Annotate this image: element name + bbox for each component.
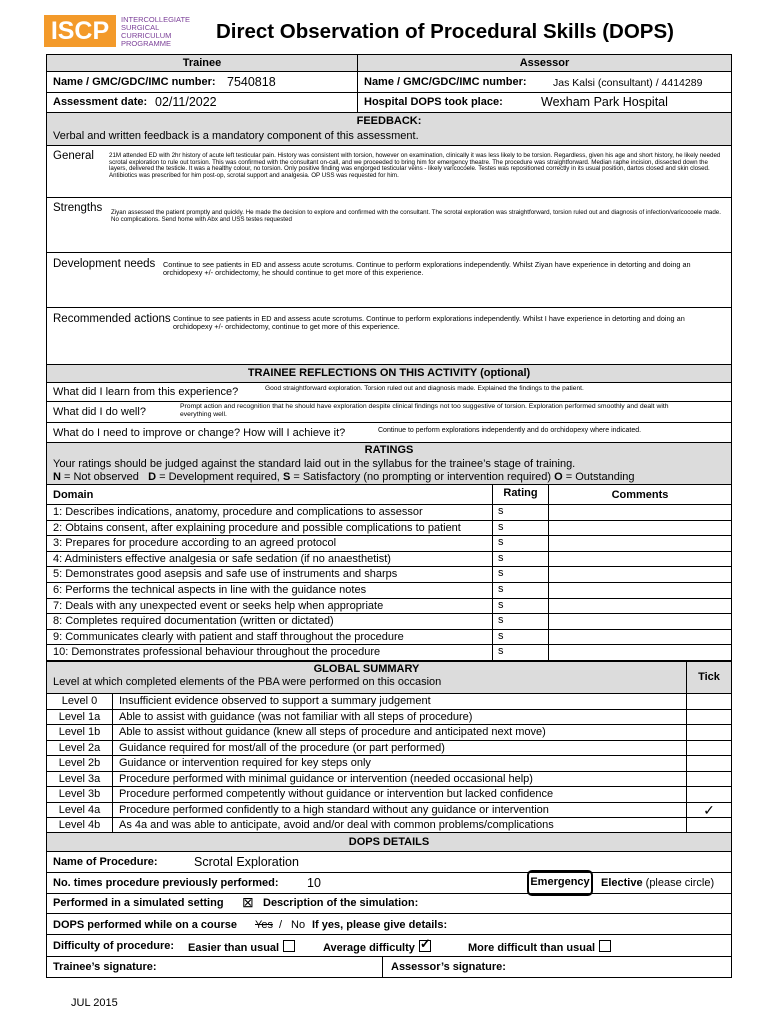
development-label: Development needs [53,258,156,270]
assessor-header: Assessor [357,54,732,72]
reflection-a3[interactable]: Continue to perform explorations independently and do orchidopexy where indicated. [378,427,642,434]
level-description: Procedure performed confidently to a high standard without any guidance or intervention [112,802,687,818]
rating-col-header: Rating [492,484,549,505]
key-d: D [148,471,157,483]
rating-row-value[interactable]: s [492,520,549,536]
key-o-text: = Outstanding [562,471,635,483]
difficulty-row [46,934,732,957]
assessor-name-row [357,71,732,93]
course-label: DOPS performed while on a course [53,919,237,931]
level-tick-box[interactable] [686,693,732,710]
level-label: Level 0 [46,693,113,710]
simulated-checkbox[interactable]: ⊠ [242,894,254,910]
times-label: No. times procedure previously performed: [53,877,279,889]
level-description: Able to assist with guidance (was not familiar with all steps of procedure) [112,709,687,725]
key-o: O [554,471,563,483]
rating-row-domain: 8: Completes required documentation (written or dictated) [46,613,493,630]
rating-row-value[interactable]: s [492,582,549,599]
recommended-label: Recommended actions [53,313,171,325]
date-value[interactable]: 02/11/2022 [155,95,217,109]
development-text[interactable]: Continue to see patients in ED and assess acute scrotums. Continue to perform explorations independently. Whilst Ziyan have experience in detorting and doing an orchidopexy +/- orchidectomy, he should continue to get more of this experience. [163,260,691,277]
rating-row-comment[interactable] [548,535,732,552]
hospital-label: Hospital DOPS took place: [364,96,503,108]
comments-col-header: Comments [548,484,732,505]
logo-text: INTERCOLLEGIATE SURGICAL CURRICULUM PROGRAMME [121,15,191,48]
reflection-well [46,401,732,423]
rating-row-comment[interactable] [548,504,732,521]
feedback-general [46,145,732,198]
recommended-text[interactable]: Continue to see patients in ED and assess acute scrotums. Continue to perform explorations independently. Whilst I have experience in detorting and doing an orchidopexy +/- orchidectomy, continue to get more of this experience. [173,314,685,331]
easier-label: Easier than usual [188,942,280,954]
strengths-text[interactable]: Ziyan assessed the patient promptly and quickly. He made the decision to explore and confirmed with the consultant. The scrotal exploration was straightforward, torsion ruled out and diagnosis of infection/varicocoele made. No complications. Send home with Abx and USS testes requested [111,209,721,223]
level-tick-box[interactable] [686,755,732,772]
average-option[interactable] [323,936,431,954]
more-difficult-label: More difficult than usual [468,942,596,954]
key-n: N [53,471,61,483]
rating-row-domain: 5: Demonstrates good asepsis and safe use of instruments and sharps [46,566,493,583]
reflection-a2[interactable]: Prompt action and recognition that he should have exploration despite clinical findings not too suggestive of torsion. Exploration performed smoothly and dealt with everything well. [180,403,669,418]
rating-row-domain: 6: Performs the technical aspects in line with the guidance notes [46,582,493,599]
course-row [46,913,732,935]
reflection-q2: What did I do well? [53,406,146,418]
rating-row-comment[interactable] [548,520,732,536]
rating-row-domain: 10: Demonstrates professional behaviour throughout the procedure [46,644,493,661]
details-header: DOPS DETAILS [46,832,732,852]
trainee-name-label: Name / GMC/GDC/IMC number: [53,76,216,88]
reflections-header: TRAINEE REFLECTIONS ON THIS ACTIVITY (optional) [46,364,732,383]
reflection-learn [46,382,732,402]
level-label: Level 3b [46,786,113,803]
rating-row-domain: 1: Describes indications, anatomy, procedure and complications to assessor [46,504,493,521]
reflection-improve [46,422,732,443]
rating-row-comment[interactable] [548,582,732,599]
strengths-label: Strengths [53,202,103,214]
please-circle-note: (please circle) [642,877,715,889]
more-difficult-checkbox[interactable] [599,940,611,952]
domain-col-header: Domain [46,484,493,505]
rating-row-comment[interactable] [548,629,732,645]
trainee-signature-label: Trainee’s signature: [53,961,157,973]
level-label: Level 1b [46,724,113,741]
trainee-header: Trainee [46,54,358,72]
rating-row-value[interactable]: s [492,598,549,614]
ratings-heading: RATINGS [364,444,414,456]
average-label: Average difficulty [323,942,415,954]
emergency-option[interactable]: Emergency [527,870,593,896]
level-description: Guidance or intervention required for key steps only [112,755,687,772]
rating-row-comment[interactable] [548,644,732,661]
global-header [46,661,687,694]
procedure-row [46,851,732,873]
feedback-strengths [46,197,732,253]
simulated-label: Performed in a simulated setting [53,897,224,909]
rating-row-domain: 4: Administers effective analgesia or safe sedation (if no anaesthetist) [46,551,493,567]
course-details-label: If yes, please give details: [312,919,448,931]
page-title: Direct Observation of Procedural Skills (DOPS) [216,20,674,43]
rating-row-domain: 9: Communicates clearly with patient and staff throughout the procedure [46,629,493,645]
course-no-option[interactable]: No [291,919,306,931]
easier-checkbox[interactable] [283,940,295,952]
assessor-signature-label: Assessor’s signature: [391,961,506,973]
footer-date: JUL 2015 [71,997,118,1009]
simulated-row [46,893,732,914]
feedback-recommended [46,307,732,365]
rating-row-value[interactable]: s [492,566,549,583]
level-description: Guidance required for most/all of the procedure (or part performed) [112,740,687,756]
level-description: Procedure performed competently without guidance or intervention but lacked confidence [112,786,687,803]
trainee-name-row [46,71,358,93]
times-row [46,872,732,894]
level-description: Procedure performed with minimal guidance or intervention (needed occasional help) [112,771,687,787]
feedback-note: Verbal and written feedback is a mandatory component of this assessment. [53,130,419,142]
iscp-logo: ISCP [44,15,116,47]
level-label: Level 2a [46,740,113,756]
level-tick-box[interactable] [686,724,732,741]
hospital-value[interactable]: Wexham Park Hospital [541,95,668,109]
level-label: Level 1a [46,709,113,725]
level-tick-box[interactable] [686,771,732,787]
level-tick-box[interactable] [686,802,732,818]
rating-row-value[interactable]: s [492,613,549,630]
easier-option[interactable] [188,940,295,954]
date-label: Assessment date: [53,96,148,108]
average-check-mark: ✓ [419,936,431,951]
feedback-header [46,112,732,146]
global-subheading: Level at which completed elements of the PBA were performed on this occasion [53,676,442,688]
level-tick-box[interactable] [686,786,732,803]
general-text[interactable]: 21M attended ED with 2hr history of acute left testicular pain. History was consistent with torsion, however on examination, clinically it was less likely to be torsion. Regardless, given his age and short history, he likely needed scrotal exploration to rule out torsion. This was confirmed with the consultant on-call, and we proceeded to bring him for emergency theatre. The procedure was straightforward. Median raphe incision, dissected down the layers, delivered the testicle. It was a healthy colour, no torsion. Only positive finding was engorged testicular veins - likely varicocoele. Testes was repositioned correctly in its usual position, dartos closed and skin closed. Antibiotics was prescribed for him post-op, scrotal support and analgesia. OP USS was requested for him. [109,152,721,179]
date-row [46,92,358,113]
rating-row-value[interactable]: s [492,535,549,552]
difficulty-label: Difficulty of procedure: [53,940,175,952]
procedure-value[interactable]: Scrotal Exploration [194,855,299,869]
level-tick-mark: ✓ [703,802,715,818]
level-tick-box[interactable] [686,709,732,725]
reflection-q3: What do I need to improve or change? How will I achieve it? [53,427,346,439]
ratings-key [53,471,731,483]
average-checkbox[interactable] [419,936,431,952]
trainee-name-value[interactable]: 7540818 [227,75,276,89]
hospital-row [357,92,732,113]
key-d-text: = Development required, [156,471,283,483]
elective-option[interactable] [601,877,714,889]
ratings-header [46,442,732,485]
rating-row-domain: 7: Deals with any unexpected event or seeks help when appropriate [46,598,493,614]
key-n-text: = Not observed [60,471,149,483]
course-yes-option[interactable]: Yes [255,919,273,931]
reflection-q1: What did I learn from this experience? [53,386,239,398]
times-value[interactable]: 10 [307,876,321,890]
level-label: Level 4b [46,817,113,834]
rating-row-value[interactable]: s [492,504,549,521]
level-tick-box[interactable] [686,740,732,756]
procedure-label: Name of Procedure: [53,856,158,868]
elective-label: Elective [601,877,643,889]
ratings-intro: Your ratings should be judged against the standard laid out in the syllabus for the trainee’s stage of training. [53,458,576,470]
rating-row-comment[interactable] [548,598,732,614]
tick-col-header: Tick [686,661,732,694]
assessor-name-label: Name / GMC/GDC/IMC number: [364,76,527,88]
general-label: General [53,150,94,162]
rating-row-value[interactable]: s [492,644,549,661]
key-s-text: = Satisfactory (no prompting or intervention required) [290,471,555,483]
assessor-signature[interactable] [382,956,732,978]
course-separator: / [276,919,286,931]
rating-row-comment[interactable] [548,613,732,630]
trainee-signature[interactable] [46,956,383,978]
simulation-label: Description of the simulation: [263,897,419,909]
level-label: Level 3a [46,771,113,787]
level-label: Level 4a [46,802,113,818]
rating-row-comment[interactable] [548,566,732,583]
rating-row-domain: 3: Prepares for procedure according to an agreed protocol [46,535,493,552]
level-description: Able to assist without guidance (knew all steps of procedure and anticipated next move) [112,724,687,741]
reflection-a1[interactable]: Good straightforward exploration. Torsion ruled out and diagnosis made. Explained the findings to the patient. [265,385,584,392]
level-description: As 4a and was able to anticipate, avoid and/or deal with common problems/complications [112,817,687,834]
global-heading: GLOBAL SUMMARY [313,663,420,675]
feedback-heading: FEEDBACK: [356,115,422,127]
rating-row-comment[interactable] [548,551,732,567]
key-s: S [282,471,291,483]
assessor-name-value[interactable]: Jas Kalsi (consultant) / 4414289 [553,77,703,89]
more-difficult-option[interactable] [468,940,611,954]
feedback-development [46,252,732,308]
rating-row-value[interactable]: s [492,629,549,645]
level-label: Level 2b [46,755,113,772]
rating-row-value[interactable]: s [492,551,549,567]
rating-row-domain: 2: Obtains consent, after explaining procedure and possible complications to patient [46,520,493,536]
level-description: Insufficient evidence observed to support a summary judgement [112,693,687,710]
